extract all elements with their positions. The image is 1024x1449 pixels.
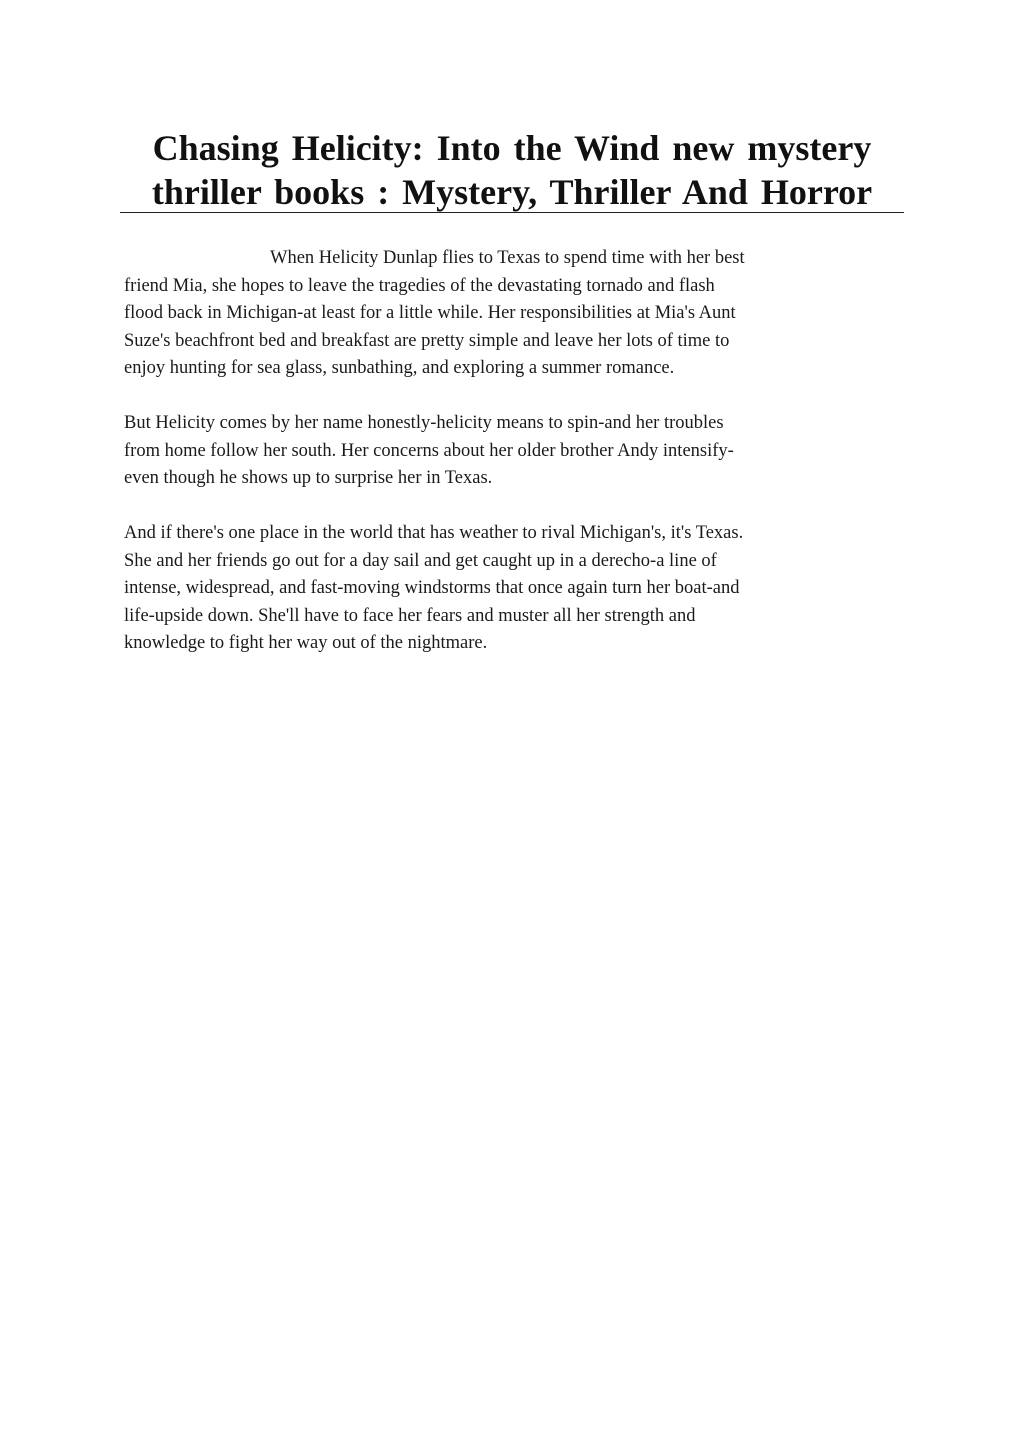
text-line: friend Mia, she hopes to leave the tragedies of the devastating tornado and flash bbox=[124, 275, 715, 296]
document-title bbox=[120, 126, 904, 214]
text-line: And if there's one place in the world that has weather to rival Michigan's, it's Texas. bbox=[124, 523, 744, 543]
title-line: thriller books : Mystery, Thriller And Horror bbox=[151, 172, 873, 212]
text-line: She and her friends go out for a day sail and get caught up in a derecho-a line of bbox=[124, 550, 717, 571]
text-line: life-upside down. She'll have to face her fears and muster all her strength and bbox=[124, 605, 696, 626]
document-body bbox=[124, 245, 904, 685]
text-line: flood back in Michigan-at least for a little while. Her responsibilities at Mia's Aunt bbox=[124, 303, 736, 323]
text-line: When Helicity Dunlap flies to Texas to spend time with her best bbox=[270, 248, 745, 268]
text-line: from home follow her south. Her concerns about her older brother Andy intensify- bbox=[124, 440, 734, 461]
text-line: even though he shows up to surprise her in Texas. bbox=[124, 468, 493, 488]
text-line: knowledge to fight her way out of the nightmare. bbox=[124, 633, 488, 653]
text-line: intense, widespread, and fast-moving windstorms that once again turn her boat-and bbox=[124, 578, 740, 598]
text-line: Suze's beachfront bed and breakfast are pretty simple and leave her lots of time to bbox=[124, 330, 730, 351]
text-line: enjoy hunting for sea glass, sunbathing, and exploring a summer romance. bbox=[124, 358, 675, 378]
paragraph-3 bbox=[124, 520, 904, 658]
paragraph-2 bbox=[124, 410, 904, 493]
paragraph-1 bbox=[124, 245, 904, 383]
title-line: Chasing Helicity: Into the Wind new mystery bbox=[152, 128, 872, 168]
title-underline-divider bbox=[120, 212, 904, 213]
text-line: But Helicity comes by her name honestly-helicity means to spin-and her troubles bbox=[124, 413, 724, 433]
